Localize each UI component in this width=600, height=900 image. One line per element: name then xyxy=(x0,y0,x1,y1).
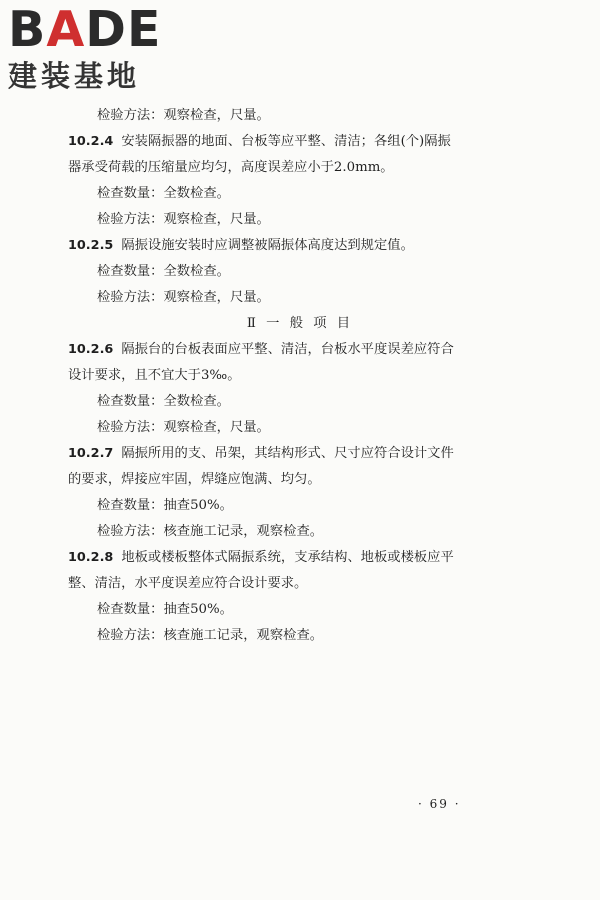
clause-number: 10.2.7 xyxy=(68,446,114,461)
clause-line xyxy=(68,129,520,155)
line-text: Ⅱ 一 般 项 目 xyxy=(246,316,354,331)
line-text: 检查数量：抽查50%。 xyxy=(97,602,233,617)
text-line xyxy=(68,103,520,129)
clause-line xyxy=(68,337,520,363)
line-text: 检验方法：观察检查，尺量。 xyxy=(97,290,270,305)
line-text: 检查数量：全数检查。 xyxy=(97,394,230,409)
clause-number: 10.2.8 xyxy=(68,550,114,565)
clause-line xyxy=(68,545,520,571)
text-line xyxy=(68,363,520,389)
text-line xyxy=(68,571,520,597)
line-text: 检验方法：核查施工记录，观察检查。 xyxy=(97,628,324,643)
line-text: 检查数量：抽查50%。 xyxy=(97,498,233,513)
line-text: 隔振设施安装时应调整被隔振体高度达到规定值。 xyxy=(121,238,414,253)
text-line xyxy=(68,597,520,623)
line-text: 器承受荷载的压缩量应均匀，高度误差应小于2.0mm。 xyxy=(68,160,394,175)
document-body xyxy=(68,103,520,649)
line-text: 设计要求，且不宜大于3‰。 xyxy=(68,368,241,383)
line-text: 检验方法：观察检查，尺量。 xyxy=(97,212,270,227)
publisher-logo xyxy=(8,1,178,94)
page-number: · 69 · xyxy=(418,797,461,811)
text-line xyxy=(68,155,520,181)
text-line xyxy=(68,467,520,493)
line-text: 隔振所用的支、吊架，其结构形式、尺寸应符合设计文件 xyxy=(121,446,454,461)
text-line xyxy=(68,493,520,519)
text-line xyxy=(68,259,520,285)
line-text: 检查数量：全数检查。 xyxy=(97,264,230,279)
line-text: 隔振台的台板表面应平整、清洁，台板水平度误差应符合 xyxy=(121,342,454,357)
text-line xyxy=(68,389,520,415)
clause-number: 10.2.5 xyxy=(68,238,114,253)
line-text: 的要求，焊接应牢固，焊缝应饱满、均匀。 xyxy=(68,472,321,487)
text-line xyxy=(68,415,520,441)
text-line xyxy=(68,519,520,545)
clause-line xyxy=(68,233,520,259)
logo-wordmark: BADE xyxy=(8,1,162,58)
line-text: 检验方法：观察检查，尺量。 xyxy=(97,420,270,435)
text-line xyxy=(68,285,520,311)
line-text: 检验方法：核查施工记录，观察检查。 xyxy=(97,524,324,539)
clause-line xyxy=(68,441,520,467)
line-text: 检验方法：观察检查，尺量。 xyxy=(97,108,270,123)
line-text: 安装隔振器的地面、台板等应平整、清洁；各组(个)隔振 xyxy=(121,134,451,149)
logo-subtitle: 建装基地 xyxy=(8,59,141,93)
clause-number: 10.2.6 xyxy=(68,342,114,357)
text-line xyxy=(68,181,520,207)
section-heading xyxy=(68,311,520,337)
clause-number: 10.2.4 xyxy=(68,134,114,149)
text-line xyxy=(68,623,520,649)
line-text: 整、清洁，水平度误差应符合设计要求。 xyxy=(68,576,308,591)
line-text: 检查数量：全数检查。 xyxy=(97,186,230,201)
line-text: 地板或楼板整体式隔振系统，支承结构、地板或楼板应平 xyxy=(121,550,454,565)
text-line xyxy=(68,207,520,233)
